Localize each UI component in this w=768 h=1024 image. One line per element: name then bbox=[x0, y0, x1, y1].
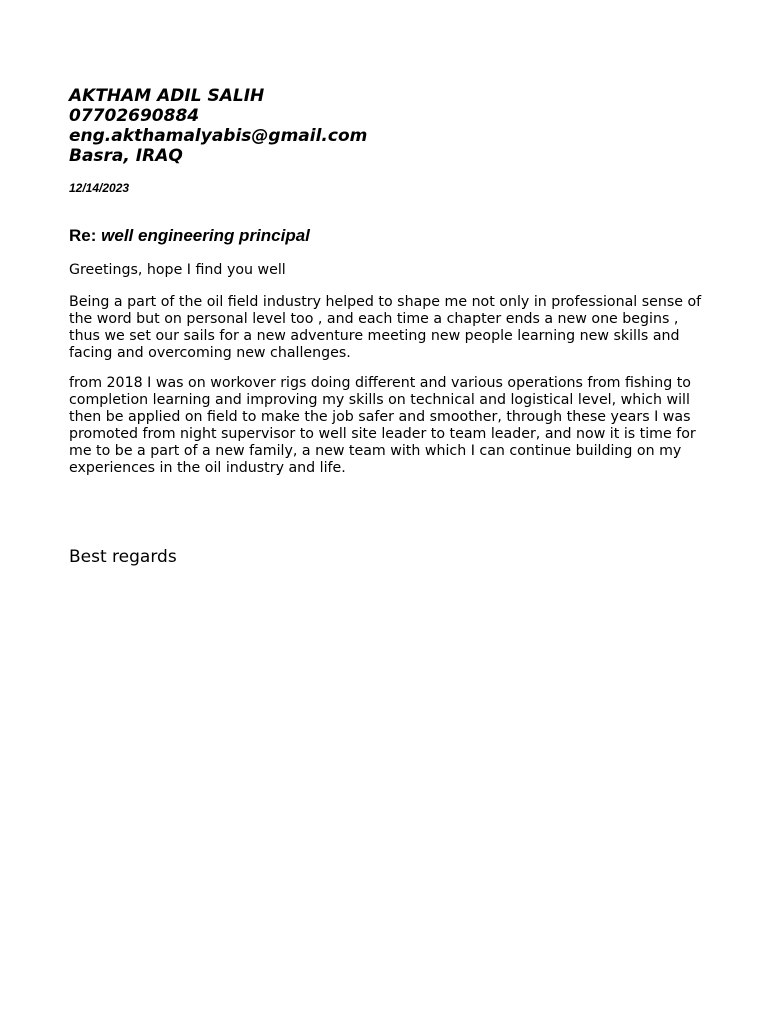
body-paragraph-1: Being a part of the oil field industry helped to shape me not only in professional sense of the word but on personal level too , and each time a chapter ends a new one begins , thus we set our sails for a new adventure meeting new people learning new skills and facing and overcoming new challenges. bbox=[69, 294, 702, 361]
sender-block bbox=[69, 86, 367, 166]
body-paragraph-2: from 2018 I was on workover rigs doing different and various operations from fishing to completion learning and improving my skills on technical and logistical level, which will then be applied on field to make the job safer and smoother, through these years I was promoted from night supervisor to well site leader to team leader, and now it is time for me to be a part of a new family, a new team with which I can continue building on my experiences in the oil industry and life. bbox=[69, 375, 696, 476]
sender-email: eng.akthamalyabis@gmail.com bbox=[69, 126, 368, 146]
subject-prefix: Re: bbox=[69, 226, 97, 245]
sender-name: AKTHAM ADIL SALIH bbox=[69, 86, 265, 106]
closing: Best regards bbox=[69, 547, 177, 567]
subject-text: well engineering principal bbox=[101, 226, 310, 245]
sender-location: Basra, IRAQ bbox=[69, 146, 183, 166]
subject-line bbox=[69, 226, 310, 246]
letter-date: 12/14/2023 bbox=[69, 181, 130, 195]
sender-phone: 07702690884 bbox=[69, 106, 200, 126]
greeting: Greetings, hope I find you well bbox=[69, 262, 286, 278]
